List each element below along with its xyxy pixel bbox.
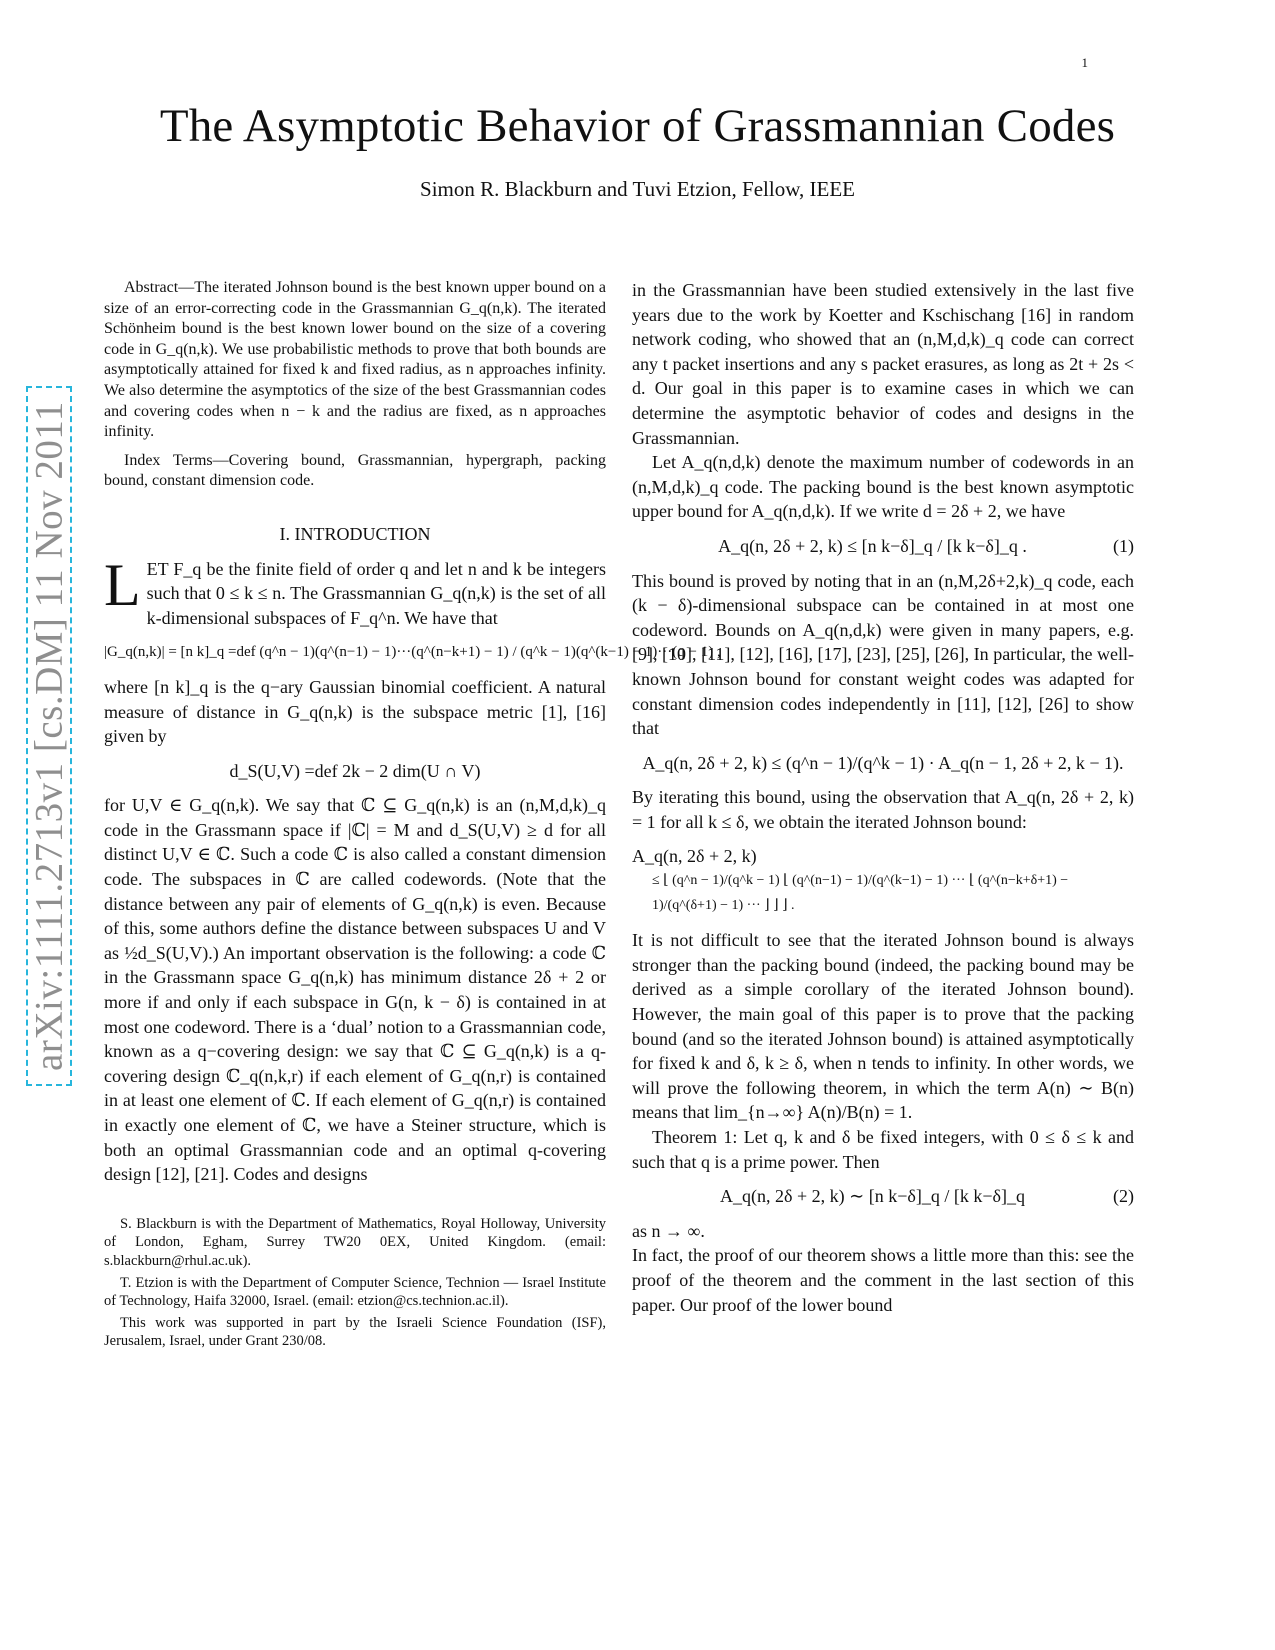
footnote-etzion: T. Etzion is with the Department of Computer Science, Technion — Israel Institute of Technology, Haifa 32000, Israel. (email: etzion@cs.technion.ac.il). — [104, 1274, 606, 1310]
abstract: Abstract—The iterated Johnson bound is the best known upper bound on a size of an error-correcting code in the Grassmannian G_q(n,k). The iterated Schönheim bound is the best known lower bound on the size of a covering code in G_q(n,k). We use probabilistic methods to prove that both bounds are asymptotically attained for fixed k and fixed radius, as n approaches infinity. We also determine the asymptotics of the size of the best Grassmannian codes and covering codes when n − k and the radius are fixed, as n approaches infinity. — [104, 279, 606, 441]
intro-p1-text: ET F_q be the finite field of order q and let n and k be integers such that 0 ≤ k ≤ n. The Grassmannian G_q(n,k) is the set of all k-dimensional subspaces of F_q^n. We have that — [146, 558, 606, 628]
equation-2 — [632, 1184, 1134, 1209]
paper-title: The Asymptotic Behavior of Grassmannian Codes — [159, 100, 1116, 152]
equation-1-number: (1) — [1113, 535, 1134, 556]
intro-paragraph-1 — [104, 551, 606, 631]
footnote-funding: This work was supported in part by the Israeli Science Foundation (ISF), Jerusalem, Israel, under Grant 230/08. — [104, 1314, 606, 1350]
theorem-1: Theorem 1: Let q, k and δ be fixed integers, with 0 ≤ δ ≤ k and such that q is a prime power. Then — [632, 1127, 1134, 1172]
right-paragraph-2: Let A_q(n,d,k) denote the maximum number of codewords in an (n,M,d,k)_q code. The packing bound is the best known asymptotic upper bound for A_q(n,d,k). If we write d = 2δ + 2, we have — [632, 452, 1134, 522]
equation-gaussian-binomial: |G_q(n,k)| = [n k]_q =def (q^n − 1)(q^(n−1) − 1)···(q^(n−k+1) − 1) / (q^k − 1)(q^(k−1) − 1)···(q − 1) , — [104, 644, 721, 661]
right-paragraph-5: It is not difficult to see that the iterated Johnson bound is always stronger than the packing bound (indeed, the packing bound may be derived as a simple corollary of the iterated Johnson bound). However, the main goal of this paper is to prove that the packing bound (and so the iterated Johnson bound) is attained asymptotically for fixed k and δ, k ≥ δ, when n tends to infinity. In other words, we will prove the following theorem, in which the term A(n) ∼ B(n) means that lim_{n→∞} A(n)/B(n) = 1. — [632, 930, 1134, 1123]
intro-paragraph-3: for U,V ∈ G_q(n,k). We say that ℂ ⊆ G_q(n,k) is an (n,M,d,k)_q code in the Grassmann space if |ℂ| = M and d_S(U,V) ≥ d for all distinct U,V ∈ ℂ. Such a code ℂ is also called a constant dimension code. The subspaces in ℂ are called codewords. (Note that the distance between any pair of elements of G_q(n,k) is even. Because of this, some authors define the distance between subspaces U and V as ½d_S(U,V).) An important observation is the following: a code ℂ in the Grassmann space G_q(n,k) has minimum distance 2δ + 2 or more if and only if each subspace in G(n, k − δ) is contained in at most one codeword. There is a ‘dual’ notion to a Grassmannian code, known as a q−covering design: we say that ℂ ⊆ G_q(n,k) is a q-covering design ℂ_q(n,k,r) if each element of G_q(n,r) is contained in at least one element of ℂ. If each element of G_q(n,r) is contained in exactly one element of ℂ, we have a Steiner structure, which is both an optimal Grassmannian code and an optimal q-covering design [12], [21]. Codes and designs — [104, 795, 606, 1185]
right-paragraph-3: This bound is proved by noting that in an (n,M,2δ+2,k)_q code, each (k − δ)-dimensional subspace can be contained in at most one codeword. Bounds on A_q(n,d,k) were given in many papers, e.g. [9], [10], [11], [12], [16], [17], [23], [25], [26], In particular, the well-known Johnson bound for constant weight codes was adapted for constant dimension codes independently in [11], [12], [26] to show that — [632, 570, 1134, 739]
equation-1-body: A_q(n, 2δ + 2, k) ≤ [n k−δ]_q / [k k−δ]_q . — [718, 535, 1027, 556]
abstract-block — [104, 278, 606, 492]
dropcap: L — [104, 551, 141, 618]
equation-2-body: A_q(n, 2δ + 2, k) ∼ [n k−δ]_q / [k k−δ]_q — [720, 1186, 1025, 1207]
index-terms: Index Terms—Covering bound, Grassmannian, hypergraph, packing bound, constant dimension code. — [104, 451, 606, 490]
right-paragraph-6: as n → ∞. — [632, 1220, 705, 1241]
right-paragraph-1: in the Grassmannian have been studied extensively in the last five years due to the work by Koetter and Kschischang [16] in random network coding, who showed that an (n,M,d,k)_q code can correct any t packet insertions and any s packet erasures, as long as 2t + 2s < d. Our goal in this paper is to examine cases in which we can determine the asymptotic behavior of codes and designs in the Grassmannian. — [632, 280, 1134, 448]
authors: Simon R. Blackburn and Tuvi Etzion, Fellow, IEEE — [420, 177, 855, 201]
section-heading: I. INTRODUCTION — [279, 523, 431, 544]
page-number: 1 — [1081, 55, 1088, 70]
equation-johnson-bound: A_q(n, 2δ + 2, k) ≤ (q^n − 1)/(q^k − 1) · A_q(n − 1, 2δ + 2, k − 1). — [642, 752, 1124, 773]
right-paragraph-4: By iterating this bound, using the observation that A_q(n, 2δ + 2, k) = 1 for all k ≤ δ, we obtain the iterated Johnson bound: — [632, 787, 1134, 832]
equation-2-number: (2) — [1113, 1186, 1134, 1207]
iterated-johnson-line-2: ≤ ⌊ (q^n − 1)/(q^k − 1) ⌊ (q^(n−1) − 1)/(q^(k−1) − 1) ··· ⌊ (q^(n−k+δ+1) − 1)/(q^(δ+1) − 1) ··· ⌋ ⌋ ⌋ . — [652, 873, 1069, 913]
equation-subspace-metric: d_S(U,V) =def 2k − 2 dim(U ∩ V) — [229, 760, 481, 781]
footnotes — [104, 1215, 606, 1351]
intro-paragraph-2: where [n k]_q is the q−ary Gaussian binomial coefficient. A natural measure of distance in G_q(n,k) is the subspace metric [1], [16] given by — [104, 676, 606, 747]
iterated-johnson-line-1: A_q(n, 2δ + 2, k) — [632, 846, 757, 867]
equation-1 — [632, 534, 1134, 559]
right-paragraph-7: In fact, the proof of our theorem shows a little more than this: see the proof of the theorem and the comment in the last section of this paper. Our proof of the lower bound — [632, 1245, 1134, 1315]
right-column — [632, 278, 1134, 1317]
footnote-blackburn: S. Blackburn is with the Department of Mathematics, Royal Holloway, University of London, Egham, Surrey TW20 0EX, United Kingdom. (email: s.blackburn@rhul.ac.uk). — [104, 1215, 606, 1269]
arxiv-stamp[interactable]: arXiv:1111.2713v1 [cs.DM] 11 Nov 2011 — [27, 401, 71, 1071]
equation-iterated-johnson — [632, 844, 1134, 918]
